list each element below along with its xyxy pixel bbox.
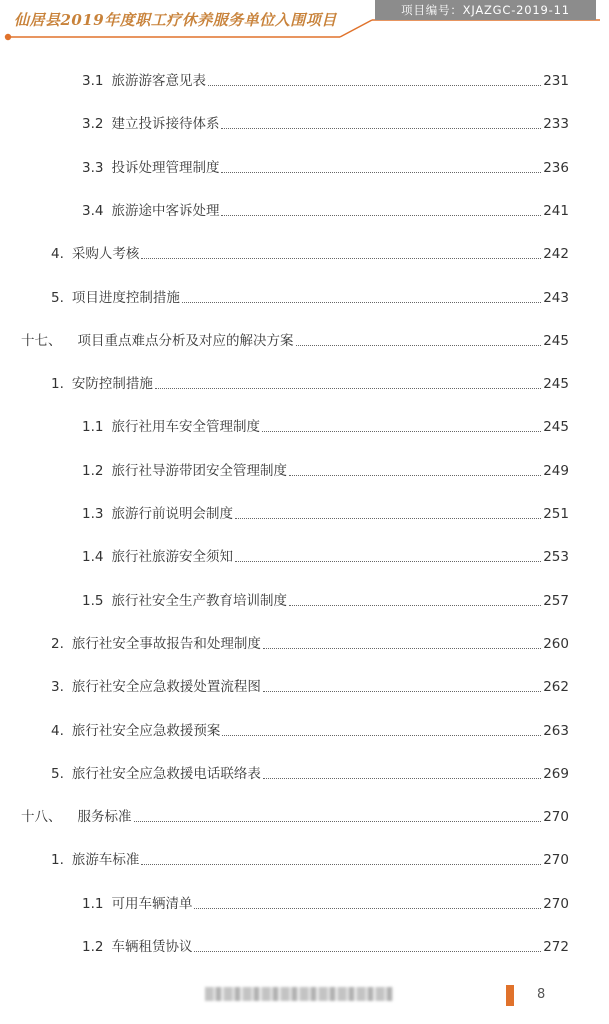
toc-dot-leader [155, 387, 541, 389]
toc-entry-page: 270 [543, 852, 569, 869]
toc-dot-leader [194, 950, 541, 952]
toc-entry-number: 1. [51, 376, 64, 393]
toc-entry-title: 旅游行前说明会制度 [111, 506, 233, 522]
toc-entry-page: 262 [543, 679, 569, 696]
toc-entry[interactable] [51, 283, 569, 307]
toc-dot-leader [182, 301, 541, 303]
toc-entry-number: 1.2 [82, 462, 104, 479]
document-title: 仙居县2019年度职工疗休养服务单位入围项目 [14, 11, 337, 29]
toc-entry-page: 260 [543, 635, 569, 652]
toc-entry-title: 旅行社安全事故报告和处理制度 [71, 635, 261, 652]
toc-entry-number: 5. [51, 765, 64, 782]
toc-dot-leader [141, 257, 541, 259]
toc-entry-page: 263 [543, 722, 569, 739]
toc-entry[interactable] [82, 499, 569, 523]
toc-entry[interactable] [82, 153, 569, 177]
toc-entry-number: 3.1 [82, 73, 104, 89]
toc-entry[interactable] [51, 672, 569, 696]
toc-entry[interactable] [82, 66, 569, 90]
toc-entry-title: 安防控制措施 [71, 376, 153, 393]
toc-entry-title: 采购人考核 [71, 246, 140, 263]
toc-dot-leader [222, 734, 541, 736]
toc-dot-leader [221, 214, 541, 216]
toc-dot-leader [221, 127, 541, 129]
toc-entry[interactable] [82, 109, 569, 133]
toc-dot-leader [141, 863, 541, 865]
toc-entry-page: 270 [543, 895, 569, 912]
toc-entry-page: 249 [543, 462, 569, 479]
toc-entry-title: 旅行社安全应急救援电话联络表 [71, 765, 261, 782]
toc-entry[interactable] [82, 932, 569, 956]
blurred-footer-text [205, 987, 393, 1001]
toc-entry-number: 4. [51, 722, 64, 739]
toc-entry[interactable] [51, 629, 569, 653]
toc-entry-title: 投诉处理管理制度 [111, 159, 220, 176]
toc-dot-leader [262, 430, 541, 432]
toc-dot-leader [235, 560, 541, 562]
page-marker-bar [506, 985, 514, 1006]
toc-dot-leader [134, 820, 542, 822]
toc-dot-leader [263, 690, 541, 692]
toc-dot-leader [208, 84, 541, 86]
toc-entry-number: 1.1 [82, 419, 104, 436]
toc-entry[interactable] [51, 716, 569, 740]
toc-entry-page: 233 [543, 116, 569, 133]
toc-entry-page: 245 [543, 376, 569, 393]
toc-entry-title: 服务标准 [77, 809, 132, 826]
toc-entry[interactable] [51, 369, 569, 393]
toc-entry-number: 1.3 [82, 506, 104, 522]
project-number-badge: 项目编号：XJAZGC-2019-11 [375, 0, 596, 20]
page-header [0, 0, 609, 44]
toc-dot-leader [263, 777, 541, 779]
toc-entry-number: 十七、 [21, 332, 62, 349]
toc-entry[interactable] [82, 412, 569, 436]
toc-entry[interactable] [21, 802, 569, 826]
toc-entry-title: 旅游游客意见表 [111, 73, 206, 89]
toc-entry-title: 旅行社安全生产教育培训制度 [111, 592, 287, 609]
toc-entry-page: 241 [543, 202, 569, 219]
toc-entry-title: 项目重点难点分析及对应的解决方案 [77, 332, 294, 349]
toc-entry[interactable] [82, 889, 569, 913]
toc-entry-page: 243 [543, 289, 569, 306]
toc-entry[interactable] [51, 239, 569, 263]
toc-entry[interactable] [82, 586, 569, 610]
toc-entry-number: 3. [51, 679, 64, 696]
page-footer [0, 980, 609, 1024]
toc-entry-number: 十八、 [21, 809, 62, 826]
toc-entry-page: 257 [543, 592, 569, 609]
toc-entry-title: 旅游车标准 [71, 852, 140, 869]
toc-entry-title: 可用车辆清单 [111, 895, 193, 912]
toc-entry-page: 236 [543, 159, 569, 176]
toc-entry-page: 251 [543, 506, 569, 522]
toc-dot-leader [263, 647, 541, 649]
page-number: 8 [537, 987, 546, 1002]
toc-entry-page: 242 [543, 246, 569, 263]
toc-entry-number: 1. [51, 852, 64, 869]
toc-entry[interactable] [82, 196, 569, 220]
toc-dot-leader [296, 344, 542, 346]
toc-entry-title: 项目进度控制措施 [71, 289, 180, 306]
toc-entry-number: 2. [51, 635, 64, 652]
toc-entry-number: 3.4 [82, 202, 104, 219]
toc-dot-leader [289, 604, 541, 606]
toc-entry-title: 车辆租赁协议 [111, 939, 193, 955]
toc-entry-title: 旅行社旅游安全须知 [111, 549, 233, 566]
toc-entry-number: 3.3 [82, 159, 104, 176]
toc-entry-title: 旅行社安全应急救援处置流程图 [71, 679, 261, 696]
toc-entry-page: 253 [543, 549, 569, 566]
toc-entry[interactable] [82, 542, 569, 566]
toc-entry-page: 245 [543, 332, 569, 349]
toc-entry[interactable] [21, 326, 569, 350]
toc-entry-page: 269 [543, 765, 569, 782]
toc-entry-number: 1.1 [82, 895, 104, 912]
toc-entry-page: 270 [543, 809, 569, 826]
toc-entry[interactable] [51, 845, 569, 869]
header-dot-icon [5, 34, 11, 40]
toc-entry-title: 旅行社导游带团安全管理制度 [111, 462, 287, 479]
toc-entry-title: 旅游途中客诉处理 [111, 202, 220, 219]
toc-entry-number: 1.5 [82, 592, 104, 609]
toc-entry-title: 建立投诉接待体系 [111, 116, 220, 133]
toc-entry-title: 旅行社安全应急救援预案 [71, 722, 221, 739]
toc-entry[interactable] [82, 456, 569, 480]
toc-entry-number: 3.2 [82, 116, 104, 133]
toc-entry-number: 5. [51, 289, 64, 306]
toc-entry-page: 231 [543, 73, 569, 89]
toc-entry-page: 245 [543, 419, 569, 436]
toc-dot-leader [221, 171, 541, 173]
toc-entry-number: 4. [51, 246, 64, 263]
toc-dot-leader [194, 907, 541, 909]
toc-dot-leader [235, 517, 541, 519]
toc-entry-page: 272 [543, 939, 569, 955]
toc-entry-title: 旅行社用车安全管理制度 [111, 419, 260, 436]
toc-entry-number: 1.2 [82, 939, 104, 955]
toc-entry[interactable] [51, 759, 569, 783]
toc-entry-number: 1.4 [82, 549, 104, 566]
toc-dot-leader [289, 474, 541, 476]
